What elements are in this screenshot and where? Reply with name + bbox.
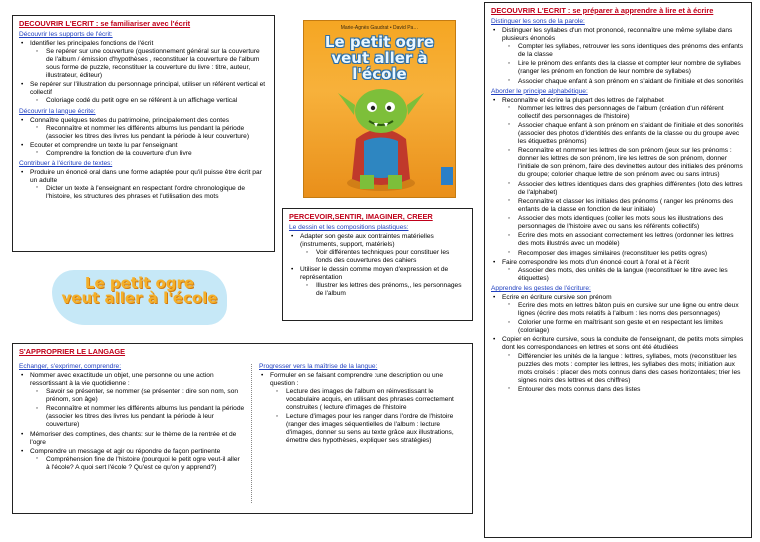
bullet-item <box>30 117 268 141</box>
section-title: DECOUVRIR L'ECRIT : se préparer à apprendre à lire et à écrire <box>491 6 714 15</box>
cover-authors: Marie-Agnès Gaudrat • David Pa… <box>340 25 419 31</box>
sub-item: ◦ Recomposer des images similaires (reconstituer les petits ogres) <box>518 250 745 258</box>
sub-item: ◦ Associer chaque enfant à son prénom en s'aidant de l'initiale et des sonorités (associer des photos d'identités des enfants de la classe ou du groupe avec les étiquettes prénoms) <box>518 122 745 146</box>
bullet-text: Se repérer sur l'illustration du personnage principal, utiliser un référent vertical et collectif <box>30 81 266 97</box>
bullet-item <box>300 266 466 298</box>
title-logo <box>52 270 227 325</box>
sub-list <box>502 353 745 394</box>
bullet-item <box>270 372 467 445</box>
sub-list <box>30 388 245 429</box>
sub-item: ◦ Associer des mots, des unités de la langue (reconstituer le titre avec les étiquettes) <box>518 267 745 283</box>
section-subheading: Apprendre les gestes de l'écriture: <box>491 284 591 292</box>
bullet-text: Utiliser le dessin comme moyen d'expression et de représentation <box>300 266 449 282</box>
left-column <box>19 361 245 473</box>
bullet-text: Adapter son geste aux contraintes matérielles (instruments, support, matériels) <box>300 233 434 249</box>
sub-item: ◦ Lecture des images de l'album en réinvestissant le vocabulaire acquis, en utilisant des phrases correctement construites ( lecture d'images de l'histoire <box>286 388 467 412</box>
sub-item: ◦ Ecrire des mots en lettres bâton puis en cursive sur une ligne ou entre deux lignes (écrire des mots relatifs à l'album : les noms des personnages) <box>518 302 745 318</box>
logo-line-1: Le petit ogre <box>84 274 195 292</box>
section-subheading: Contribuer à l'écriture de textes: <box>19 159 113 167</box>
sub-list <box>300 249 466 265</box>
bullet-item <box>30 372 245 429</box>
section-subheading: Echanger, s'exprimer, comprendre: <box>19 363 122 370</box>
sub-list <box>300 282 466 298</box>
bullet-item <box>30 169 268 201</box>
sub-item: ◦ Ecrire des mots en associant correctement les lettres (ordonner les lettres des mots illustrés avec un modèle) <box>518 232 745 248</box>
item-list <box>19 40 268 105</box>
section-subheading: Le dessin et les compositions plastiques: <box>289 224 409 232</box>
sub-list <box>502 105 745 258</box>
sub-item: ◦ Reconnaître et nommer les lettres de son prénom (jeux sur les prénoms : donner les lettres de son prénom, lire les lettres de son prénom, donner l'initiale de son prénom, faire des devinettes autour des initiales des prénoms du groupe; colorier chaque lettre de son prénom avec ou sans intrus) <box>518 147 745 179</box>
item-list <box>491 97 745 283</box>
bullet-text: Copier en écriture cursive, sous la conduite de l'enseignant, de petits mots simples dont les correspondances en lettres et sons ont été étudiées <box>502 336 744 352</box>
right-column <box>259 361 467 447</box>
bullet-text: Comprendre un message et agir ou répondre de façon pertinente <box>30 447 221 455</box>
bullet-text: Nommer avec exactitude un objet, une personne ou une action ressortissant à la vie quotidienne : <box>30 372 214 388</box>
sub-item: ◦ Lire le prénom des enfants des la classe et compter leur nombre de syllabes (ranger les prénom en fonction de leur nombre de syllabes) <box>518 60 745 76</box>
bullet-item <box>30 81 268 105</box>
sub-item: ◦ Nommer les lettres des personnages de l'album (création d'un référent collectif des personnages de l'histoire) <box>518 105 745 121</box>
bullet-text: Connaître quelques textes du patrimoine, principalement des contes <box>30 116 230 124</box>
sub-item: ◦ Illustrer les lettres des prénoms,, les personnages de l'album <box>316 282 466 298</box>
sub-list <box>30 456 245 472</box>
sub-list <box>270 388 467 445</box>
sub-item: ◦ Coloriage codé du petit ogre en se référent à un affichage vertical <box>46 97 268 105</box>
bullet-text: Distinguer les syllabes d'un mot prononcé, reconnaître une même syllabe dans plusieurs énoncés <box>502 27 733 43</box>
section-subheading: Découvrir la langue écrite: <box>19 107 96 115</box>
sub-list <box>502 43 745 86</box>
section-subheading: Aborder le principe alphabétique: <box>491 87 588 95</box>
section-subheading: Découvrir les supports de l'écrit: <box>19 31 113 39</box>
bullet-text: Ecouter et comprendre un texte lu par l'enseignant <box>30 141 178 149</box>
sub-item: ◦ Compter les syllabes, retrouver les sons identiques des prénoms des enfants de la classe <box>518 43 745 59</box>
section-title: DECOUVRIR L'ECRIT : se familiariser avec l'écrit <box>19 19 191 28</box>
sub-list <box>502 302 745 335</box>
publisher-logo <box>441 167 453 185</box>
sub-item: ◦ Compréhension fine de l'histoire (pourquoi le petit ogre veut-il aller à l'école? A quoi sert l'école ? Qu'est ce qu'on y apprend?) <box>46 456 245 472</box>
sub-item: ◦ Associer des mots identiques (coller les mots sous les illustrations des personnages de l'histoire avec ou sans les référents collectifs) <box>518 215 745 231</box>
bullet-item <box>502 27 745 86</box>
book-cover-image <box>303 20 456 198</box>
bullet-item <box>502 259 745 283</box>
bullet-item <box>30 431 245 447</box>
section-body <box>491 18 745 394</box>
bullet-text: Ecrire en écriture cursive son prénom <box>502 293 612 301</box>
sub-item: ◦ Dicter un texte à l'enseignant en respectant l'ordre chronologique de l'histoire, les structures des phrases et l'utilisation des mots <box>46 185 268 201</box>
section-body <box>19 31 268 201</box>
sub-list <box>30 97 268 105</box>
sub-item: ◦ Colorier une forme en maîtrisant son geste et en respectant les limites (coloriage) <box>518 319 745 335</box>
item-list <box>491 27 745 86</box>
logo-line-2: veut aller à l'école <box>61 289 218 307</box>
bullet-item <box>30 40 268 80</box>
sub-item: ◦ Différencier les unités de la langue : lettres, syllabes, mots (reconstituer les puzzles des mots : compter les lettres, les syllabes des mots; initiation aux mots croisés : placer des mots connus dans des cases horizontales; trier les signes noirs des lettres et des chiffres) <box>518 353 745 385</box>
sub-item: ◦ Associer chaque enfant à son prénom en s'aidant de l'initiale et des sonorités <box>518 78 745 86</box>
bullet-item <box>502 336 745 393</box>
bullet-item <box>300 233 466 265</box>
bullet-text: Faire correspondre les mots d'un énoncé court à l'oral et à l'écrit <box>502 258 690 266</box>
sub-item: ◦ Reconnaître et classer les initiales des prénoms ( ranger les prénoms des enfants de la classe en fonction de leur initiale) <box>518 198 745 214</box>
sub-list <box>30 185 268 201</box>
item-list <box>19 169 268 201</box>
section-decouvrir-ecrit-familiariser <box>12 15 275 252</box>
item-list <box>491 294 745 394</box>
bullet-text: Identifier les principales fonctions de l'écrit <box>30 40 154 48</box>
ogre-illustration <box>336 79 426 197</box>
bullet-text: Formuler en se faisant comprendre :une description ou une question : <box>270 372 443 388</box>
sub-item: ◦ Savoir se présenter, se nommer (se présenter : dire son nom, son prénom, son âge) <box>46 388 245 404</box>
section-percevoir-creer <box>282 208 473 321</box>
section-title: PERCEVOIR,SENTIR, IMAGINER, CREER <box>289 212 433 221</box>
item-list <box>19 117 268 158</box>
sub-list <box>30 125 268 141</box>
section-decouvrir-ecrit-preparer <box>484 2 752 538</box>
bullet-item <box>30 448 245 472</box>
item-list <box>19 372 245 472</box>
sub-item: ◦ Reconnaître et nommer les différents albums lus pendant la période (associer les titres des livres lus pendant la période à leur couverture) <box>46 405 245 429</box>
sub-item: ◦ Entourer des mots connus dans des listes <box>518 386 745 394</box>
sub-list <box>502 267 745 283</box>
column-divider <box>251 364 252 503</box>
sub-item: ◦ Comprendre la fonction de la couverture d'un livre <box>46 150 268 158</box>
sub-item: ◦ Reconnaître et nommer les différents albums lus pendant la période (associer les titres des livres lus pendant la période à leur couverture) <box>46 125 268 141</box>
bullet-item <box>502 97 745 258</box>
bullet-item <box>30 142 268 158</box>
sub-list <box>30 150 268 158</box>
bullet-text: Mémoriser des comptines, des chants: sur le thème de la rentrée et de l'ogre <box>30 430 237 446</box>
section-subheading: Distinguer les sons de la parole: <box>491 18 585 26</box>
item-list <box>259 372 467 445</box>
item-list <box>289 233 466 298</box>
sub-list <box>30 48 268 80</box>
section-subheading: Progresser vers la maîtrise de la langue: <box>259 363 378 370</box>
bullet-text: Reconnaître et écrire la plupart des lettres de l'alphabet <box>502 96 664 104</box>
cover-title: Le petit ogre veut aller à l'école <box>324 33 435 83</box>
bullet-text: Produire un énoncé oral dans une forme adaptée pour qu'il puisse être écrit par un adulte <box>30 168 262 184</box>
sub-item: ◦ Voir différentes techniques pour constituer les fonds des couvertures des cahiers <box>316 249 466 265</box>
sub-item: ◦ Se repérer sur une couverture (questionnement général sur la couverture de l'album / émission d'hypothèses , reconstituer la couverture de l'album sous forme de puzzle, reconstituer la couverture du livre : titre, auteur, illustrateur, éditeur) <box>46 48 268 80</box>
bullet-item <box>502 294 745 335</box>
section-approprier-langage <box>12 343 473 514</box>
sub-item: ◦ Lecture d'images pour les ranger dans l'ordre de l'histoire (ranger des images séquentielles de l'album : lecture d'images, donner su sens au texte grâce aux illustrations, émettre des hypothèses, expliquer ses stratégies) <box>286 413 467 445</box>
sub-item: ◦ Associer des lettres identiques dans des graphies différentes (loto des lettres de l'alphabet) <box>518 181 745 197</box>
section-title: S'APPROPRIER LE LANGAGE <box>19 347 126 356</box>
